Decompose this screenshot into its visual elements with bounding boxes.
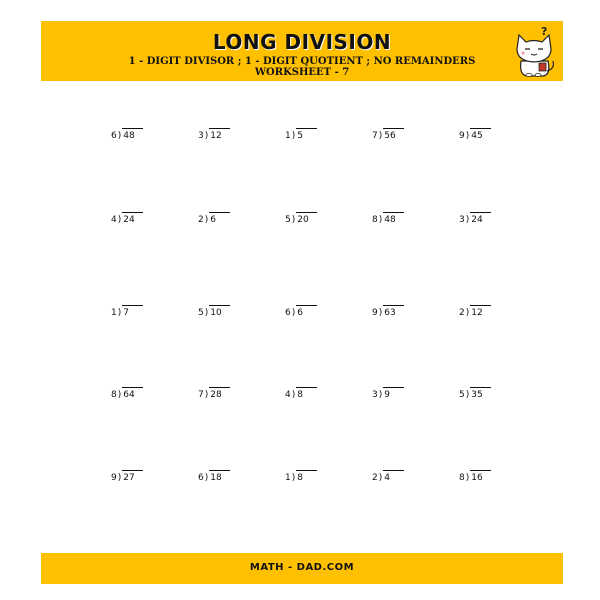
divisor: 9 <box>459 131 465 141</box>
division-problem <box>372 214 404 226</box>
dividend: 5 <box>296 128 317 142</box>
dividend: 9 <box>383 387 404 401</box>
dividend: 16 <box>470 470 491 484</box>
divisor: 4 <box>111 215 117 225</box>
dividend: 8 <box>296 470 317 484</box>
division-problem <box>111 389 143 401</box>
division-problem <box>198 472 230 484</box>
dividend: 24 <box>122 212 143 226</box>
divisor: 3 <box>372 390 378 400</box>
division-bracket-icon: ) <box>117 390 122 400</box>
dividend: 63 <box>383 305 404 319</box>
dividend: 27 <box>122 470 143 484</box>
divisor: 1 <box>285 473 291 483</box>
division-bracket-icon: ) <box>204 473 209 483</box>
dividend: 7 <box>122 305 143 319</box>
division-bracket-icon: ) <box>117 131 122 141</box>
page-subtitle: 1 - DIGIT DIVISOR ; 1 - DIGIT QUOTIENT ; NO REMAINDERS <box>128 56 476 67</box>
division-problem <box>198 214 230 226</box>
divisor: 6 <box>111 131 117 141</box>
worksheet-number: WORKSHEET - 7 <box>254 67 350 78</box>
divisor: 1 <box>111 308 117 318</box>
division-bracket-icon: ) <box>117 473 122 483</box>
divisor: 2 <box>198 215 204 225</box>
division-problem <box>285 130 317 142</box>
dividend: 56 <box>383 128 404 142</box>
dividend: 8 <box>296 387 317 401</box>
divisor: 3 <box>198 131 204 141</box>
division-bracket-icon: ) <box>117 215 122 225</box>
division-bracket-icon: ) <box>465 308 470 318</box>
dividend: 6 <box>296 305 317 319</box>
division-problem <box>459 307 491 319</box>
divisor: 2 <box>372 473 378 483</box>
dividend: 20 <box>296 212 317 226</box>
division-problem <box>285 214 317 226</box>
svg-text:?: ? <box>541 25 548 38</box>
division-bracket-icon: ) <box>204 390 209 400</box>
dividend: 48 <box>383 212 404 226</box>
division-bracket-icon: ) <box>291 308 296 318</box>
division-problem <box>111 307 143 319</box>
division-bracket-icon: ) <box>378 390 383 400</box>
division-problem <box>459 472 491 484</box>
division-problem <box>285 472 317 484</box>
dividend: 64 <box>122 387 143 401</box>
division-problem <box>459 130 491 142</box>
divisor: 6 <box>285 308 291 318</box>
divisor: 7 <box>372 131 378 141</box>
divisor: 8 <box>372 215 378 225</box>
dividend: 48 <box>122 128 143 142</box>
dividend: 6 <box>209 212 230 226</box>
division-bracket-icon: ) <box>465 131 470 141</box>
division-problem <box>285 389 317 401</box>
division-bracket-icon: ) <box>204 131 209 141</box>
division-bracket-icon: ) <box>378 215 383 225</box>
division-bracket-icon: ) <box>291 131 296 141</box>
dividend: 24 <box>470 212 491 226</box>
divisor: 1 <box>285 131 291 141</box>
dividend: 10 <box>209 305 230 319</box>
footer-banner <box>41 553 563 584</box>
page-title: LONG DIVISION <box>212 30 392 54</box>
divisor: 5 <box>198 308 204 318</box>
divisor: 9 <box>372 308 378 318</box>
division-problem <box>459 214 491 226</box>
divisor: 5 <box>285 215 291 225</box>
divisor: 7 <box>198 390 204 400</box>
divisor: 2 <box>459 308 465 318</box>
division-problem <box>372 130 404 142</box>
divisor: 8 <box>459 473 465 483</box>
division-bracket-icon: ) <box>378 131 383 141</box>
division-problem <box>459 389 491 401</box>
division-bracket-icon: ) <box>378 308 383 318</box>
division-problem <box>285 307 317 319</box>
division-bracket-icon: ) <box>117 308 122 318</box>
dividend: 28 <box>209 387 230 401</box>
division-bracket-icon: ) <box>465 215 470 225</box>
division-bracket-icon: ) <box>204 308 209 318</box>
division-bracket-icon: ) <box>378 473 383 483</box>
division-problem <box>111 214 143 226</box>
divisor: 8 <box>111 390 117 400</box>
division-bracket-icon: ) <box>291 390 296 400</box>
dividend: 35 <box>470 387 491 401</box>
division-problem <box>372 472 404 484</box>
division-problem <box>372 389 404 401</box>
division-problem <box>198 389 230 401</box>
dividend: 18 <box>209 470 230 484</box>
divisor: 3 <box>459 215 465 225</box>
division-bracket-icon: ) <box>291 473 296 483</box>
dividend: 45 <box>470 128 491 142</box>
division-bracket-icon: ) <box>204 215 209 225</box>
divisor: 6 <box>198 473 204 483</box>
divisor: 5 <box>459 390 465 400</box>
division-problem <box>111 472 143 484</box>
division-problem <box>198 307 230 319</box>
dividend: 12 <box>209 128 230 142</box>
division-bracket-icon: ) <box>465 473 470 483</box>
dividend: 12 <box>470 305 491 319</box>
divisor: 9 <box>111 473 117 483</box>
division-bracket-icon: ) <box>465 390 470 400</box>
footer-site-name: MATH - DAD.COM <box>249 562 355 573</box>
division-problem <box>198 130 230 142</box>
division-problem <box>372 307 404 319</box>
divisor: 4 <box>285 390 291 400</box>
dividend: 4 <box>383 470 404 484</box>
division-problem <box>111 130 143 142</box>
division-bracket-icon: ) <box>291 215 296 225</box>
